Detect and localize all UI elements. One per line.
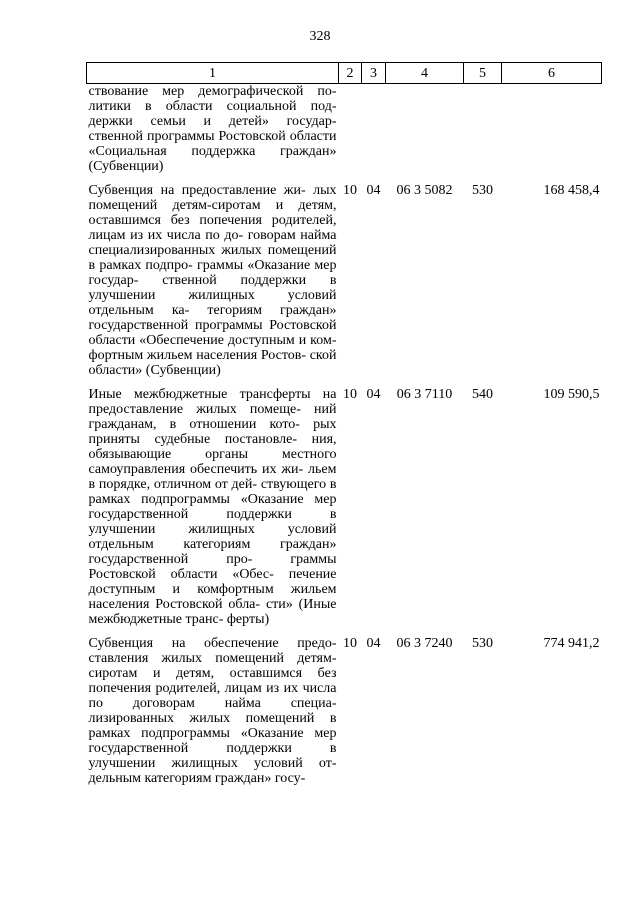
description-line: ственной программы Ростовской bbox=[88, 129, 286, 144]
row-description bbox=[87, 84, 339, 184]
description-line: дельным категориям граждан» госу- bbox=[88, 771, 306, 786]
description-line: рых приняты судебные постановле- bbox=[88, 417, 337, 447]
column-header-4: 4 bbox=[386, 63, 464, 84]
subsection-code bbox=[362, 84, 386, 184]
description-line: рамках подпрограммы «Оказание bbox=[88, 726, 304, 741]
description-line: жилых помещений в рамках подпро- bbox=[88, 243, 337, 273]
section-code: 10 bbox=[343, 183, 357, 198]
table-row bbox=[87, 84, 602, 184]
expense-type-code: 530 bbox=[472, 183, 493, 198]
description-line: программы Ростовской области bbox=[88, 318, 337, 348]
amount-value: 168 458,4 bbox=[543, 183, 600, 198]
section-code: 10 bbox=[343, 636, 357, 651]
description-line: мер государственной поддержки в bbox=[88, 726, 337, 756]
description-line: лых помещений детям-сиротам и bbox=[88, 183, 337, 213]
section-code: 10 bbox=[343, 387, 357, 402]
description-line: ской области» (Субвенции) bbox=[88, 348, 337, 378]
expense-type-code: 530 bbox=[472, 636, 493, 651]
expense-type-code: 540 bbox=[472, 387, 493, 402]
target-article-code bbox=[386, 84, 464, 184]
description-line: поддержки в улучшении жилищных bbox=[88, 507, 337, 537]
description-line: ствование мер демографической по- bbox=[88, 84, 337, 99]
table-row bbox=[87, 636, 602, 795]
subsection-code: 04 bbox=[366, 183, 381, 198]
description-line: сти» (Иные межбюджетные транс- bbox=[88, 597, 337, 627]
description-line: жилищных условий отдельным ка- bbox=[88, 288, 337, 318]
description-line: печение доступным и комфортным bbox=[88, 567, 337, 597]
description-line: литики в области социальной под- bbox=[88, 99, 337, 114]
description-line: фортным жильем населения Ростов- bbox=[88, 348, 307, 363]
description-line: ний гражданам, в отношении кото- bbox=[88, 402, 337, 432]
expense-type-code bbox=[464, 84, 502, 184]
description-line: сиротам и детям, оставшимся без bbox=[88, 666, 337, 681]
description-line: граммы «Оказание мер государ- bbox=[88, 258, 337, 288]
description-line: граммы Ростовской области «Обес- bbox=[88, 552, 337, 582]
column-header-3: 3 bbox=[362, 63, 386, 84]
description-line: ния, обязывающие органы местного bbox=[88, 432, 337, 462]
description-line: льем в порядке, отличном от дей- bbox=[88, 462, 337, 492]
description-line: ферты) bbox=[226, 612, 270, 627]
target-article-code: 06 3 7110 bbox=[396, 387, 453, 402]
table-body bbox=[87, 84, 602, 796]
table-header-row bbox=[87, 63, 602, 84]
row-description bbox=[87, 387, 339, 636]
amount-value bbox=[502, 84, 602, 184]
description-line: улучшении жилищных условий от- bbox=[88, 756, 337, 771]
table-row bbox=[87, 183, 602, 387]
section-code bbox=[339, 84, 362, 184]
amount-value: 774 941,2 bbox=[543, 636, 600, 651]
description-line: на предоставление жилых помеще- bbox=[88, 387, 337, 417]
description-line: Иные межбюджетные трансферты bbox=[88, 387, 311, 402]
description-line: ственной поддержки в улучшении bbox=[88, 273, 337, 303]
description-line: держки семьи и детей» государ- bbox=[88, 114, 337, 129]
budget-table bbox=[86, 62, 602, 795]
column-header-1: 1 bbox=[87, 63, 339, 84]
column-header-5: 5 bbox=[464, 63, 502, 84]
description-line: Субвенция на обеспечение предо- bbox=[88, 636, 337, 651]
column-header-2: 2 bbox=[339, 63, 362, 84]
amount-value: 109 590,5 bbox=[543, 387, 600, 402]
description-line: детям, оставшимся без попечения bbox=[88, 198, 337, 228]
description-line: тегориям граждан» государственной bbox=[88, 303, 337, 333]
description-line: попечения родителей, лицам из их bbox=[88, 681, 299, 696]
subsection-code: 04 bbox=[366, 636, 381, 651]
table-row bbox=[87, 387, 602, 636]
description-line: граждан» государственной про- bbox=[88, 537, 337, 567]
description-line: Субвенция на предоставление жи- bbox=[88, 183, 306, 198]
target-article-code: 06 3 7240 bbox=[396, 636, 453, 651]
description-line: ставления жилых помещений детям- bbox=[88, 651, 337, 666]
description-line: области «Социальная поддержка bbox=[88, 129, 337, 159]
row-description bbox=[87, 183, 339, 387]
description-line: условий отдельным категориям bbox=[88, 522, 337, 552]
page-number: 328 bbox=[309, 29, 331, 44]
description-line: граждан» (Субвенции) bbox=[88, 144, 337, 174]
subsection-code: 04 bbox=[366, 387, 381, 402]
description-line: говорам найма специализированных bbox=[88, 228, 337, 258]
description-line: числа по договорам найма специа- bbox=[88, 681, 337, 711]
target-article-code: 06 3 5082 bbox=[396, 183, 453, 198]
row-description bbox=[87, 636, 339, 795]
description-line: родителей, лицам из их числа по до- bbox=[88, 213, 337, 243]
column-header-6: 6 bbox=[502, 63, 602, 84]
description-line: «Обеспечение доступным и ком- bbox=[139, 333, 337, 348]
description-line: ствующего в рамках подпрограммы bbox=[88, 477, 337, 507]
description-line: лизированных жилых помещений в bbox=[88, 711, 337, 726]
description-line: «Оказание мер государственной bbox=[88, 492, 337, 522]
description-line: самоуправления обеспечить их жи- bbox=[88, 462, 304, 477]
description-line: жильем населения Ростовской обла- bbox=[88, 582, 337, 612]
